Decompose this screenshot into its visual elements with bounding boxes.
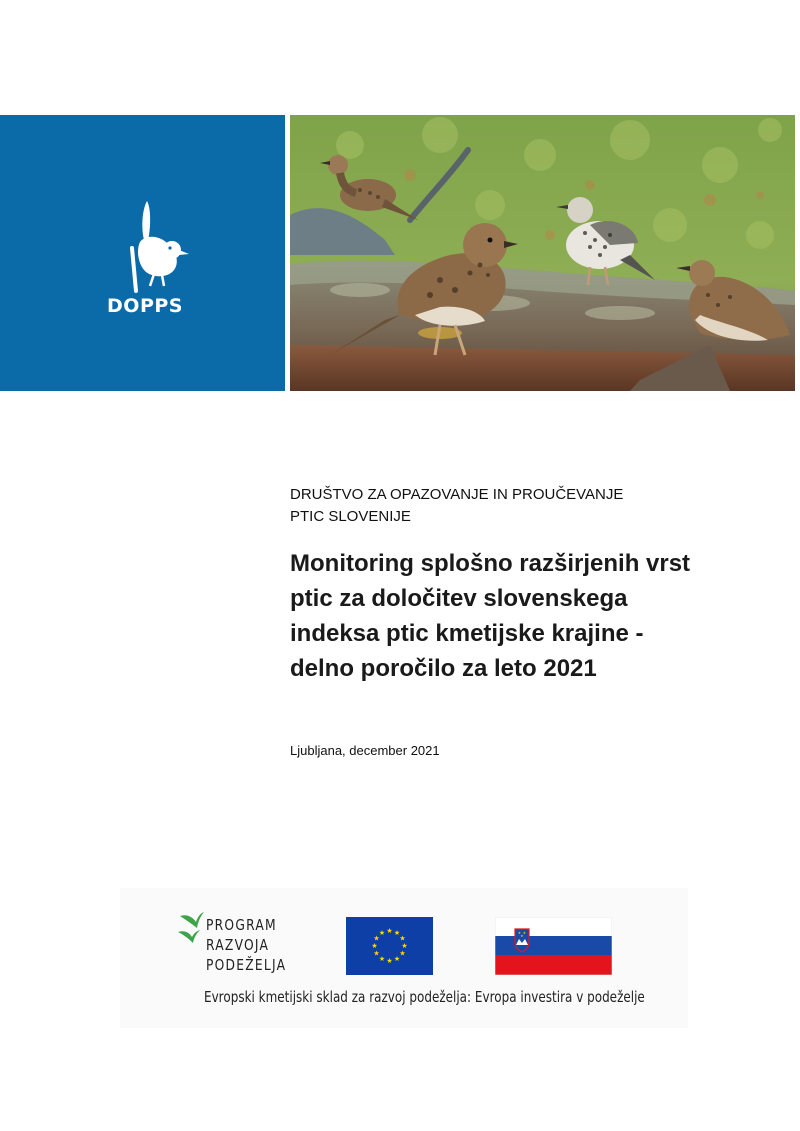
report-title (290, 546, 770, 686)
svg-text:★: ★ (399, 949, 406, 958)
program-line-3: PODEŽELJA (206, 956, 287, 974)
program-name (206, 915, 286, 975)
title-line-3: indeksa ptic kmetijske krajine - (290, 620, 644, 647)
svg-text:★: ★ (373, 949, 380, 958)
funding-banner (120, 888, 688, 1028)
svg-text:★: ★ (517, 931, 522, 935)
svg-text:★: ★ (399, 934, 406, 943)
rural-development-program-logo (178, 908, 308, 978)
dopps-logo (95, 198, 195, 318)
svg-text:★: ★ (520, 934, 524, 938)
title-line-1: Monitoring splošno razširjenih vrst (290, 550, 691, 577)
organization-line-2: PTIC SLOVENIJE (290, 508, 411, 525)
title-line-4: delno poročilo za leto 2021 (290, 655, 597, 682)
title-line-2: ptic za določitev slovenskega (290, 585, 628, 612)
organization-line-1: DRUŠTVO ZA OPAZOVANJE IN PROUČEVANJE (290, 486, 624, 503)
svg-text:★: ★ (401, 942, 408, 950)
svg-text:★: ★ (378, 929, 386, 937)
svg-text:★: ★ (378, 955, 386, 963)
program-line-2: RAZVOJA (206, 936, 270, 954)
program-line-1: PROGRAM (206, 916, 277, 934)
organization-name (290, 484, 770, 528)
place-and-date: Ljubljana, december 2021 (290, 743, 440, 758)
eu-flag-icon (346, 917, 433, 975)
svg-text:★: ★ (393, 955, 401, 963)
cover-brand-panel (0, 115, 285, 391)
funding-caption: Evropski kmetijski sklad za razvoj podeželja: Evropa investira v podeželje (204, 988, 645, 1006)
svg-text:★: ★ (393, 929, 401, 937)
svg-text:★: ★ (371, 942, 378, 950)
cover-photo (290, 115, 795, 391)
svg-text:★: ★ (386, 957, 393, 965)
svg-text:★: ★ (522, 931, 527, 935)
svg-text:★: ★ (373, 934, 380, 943)
birds-on-log-photo (290, 115, 795, 391)
bird-logo-icon (110, 198, 190, 293)
svg-text:★: ★ (386, 927, 393, 935)
logo-wordmark: DOPPS (107, 295, 183, 317)
swallows-icon (178, 908, 204, 944)
slovenia-flag-icon (495, 917, 612, 975)
